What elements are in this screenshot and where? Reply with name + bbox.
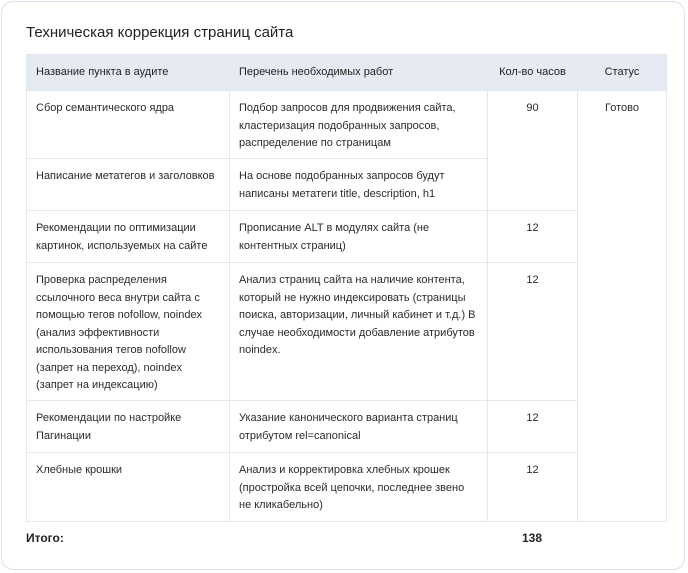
cell-works: Подбор запросов для продвижения сайта, кластеризация подобранных запросов, распределение по страницам	[230, 91, 488, 159]
cell-name: Рекомендации по настройке Пагинации	[27, 401, 230, 453]
cell-name: Хлебные крошки	[27, 453, 230, 522]
audit-table	[26, 54, 667, 522]
cell-status: Готово	[578, 91, 667, 522]
header-name: Название пункта в аудите	[27, 55, 230, 91]
cell-name: Сбор семантического ядра	[27, 91, 230, 159]
total-value: 138	[521, 531, 543, 545]
cell-works: Указание канонического варианта страниц отрибутом rel=canonical	[230, 401, 488, 453]
table-header	[27, 55, 667, 91]
cell-hours: 12	[488, 453, 578, 522]
cell-name: Рекомендации по оптимизации картинок, используемых на сайте	[27, 211, 230, 263]
header-works: Перечень необходимых работ	[230, 55, 488, 91]
table-row	[27, 401, 667, 453]
cell-name: Проверка распределения ссылочного веса внутри сайта с помощью тегов nofollow, noindex (анализ эффективности использования тегов nofollow (запрет на переход), noindex (запрет на индексацию)	[27, 263, 230, 401]
header-hours: Кол-во часов	[488, 55, 578, 91]
cell-hours: 12	[488, 211, 578, 263]
cell-works: На основе подобранных запросов будут написаны метатеги title, description, h1	[230, 159, 488, 211]
header-status: Статус	[578, 55, 667, 91]
cell-works: Анализ страниц сайта на наличие контента, который не нужно индексировать (страницы поиска, авторизации, личный кабинет и т.д.) В случае необходимости добавление атрибутов noindex.	[230, 263, 488, 401]
total-label: Итого:	[26, 531, 64, 545]
table-row	[27, 263, 667, 401]
cell-hours: 12	[488, 401, 578, 453]
cell-name: Написание метатегов и заголовков	[27, 159, 230, 211]
cell-hours: 12	[488, 263, 578, 401]
table-row	[27, 453, 667, 522]
table-row	[27, 91, 667, 159]
cell-works: Прописание ALT в модулях сайта (не контентных страниц)	[230, 211, 488, 263]
table-row	[27, 211, 667, 263]
cell-works: Анализ и корректировка хлебных крошек (простройка всей цепочки, последнее звено не кликабельно)	[230, 453, 488, 522]
cell-hours: 90	[488, 91, 578, 211]
page-title: Техническая коррекция страниц сайта	[26, 24, 294, 41]
card	[1, 1, 685, 570]
